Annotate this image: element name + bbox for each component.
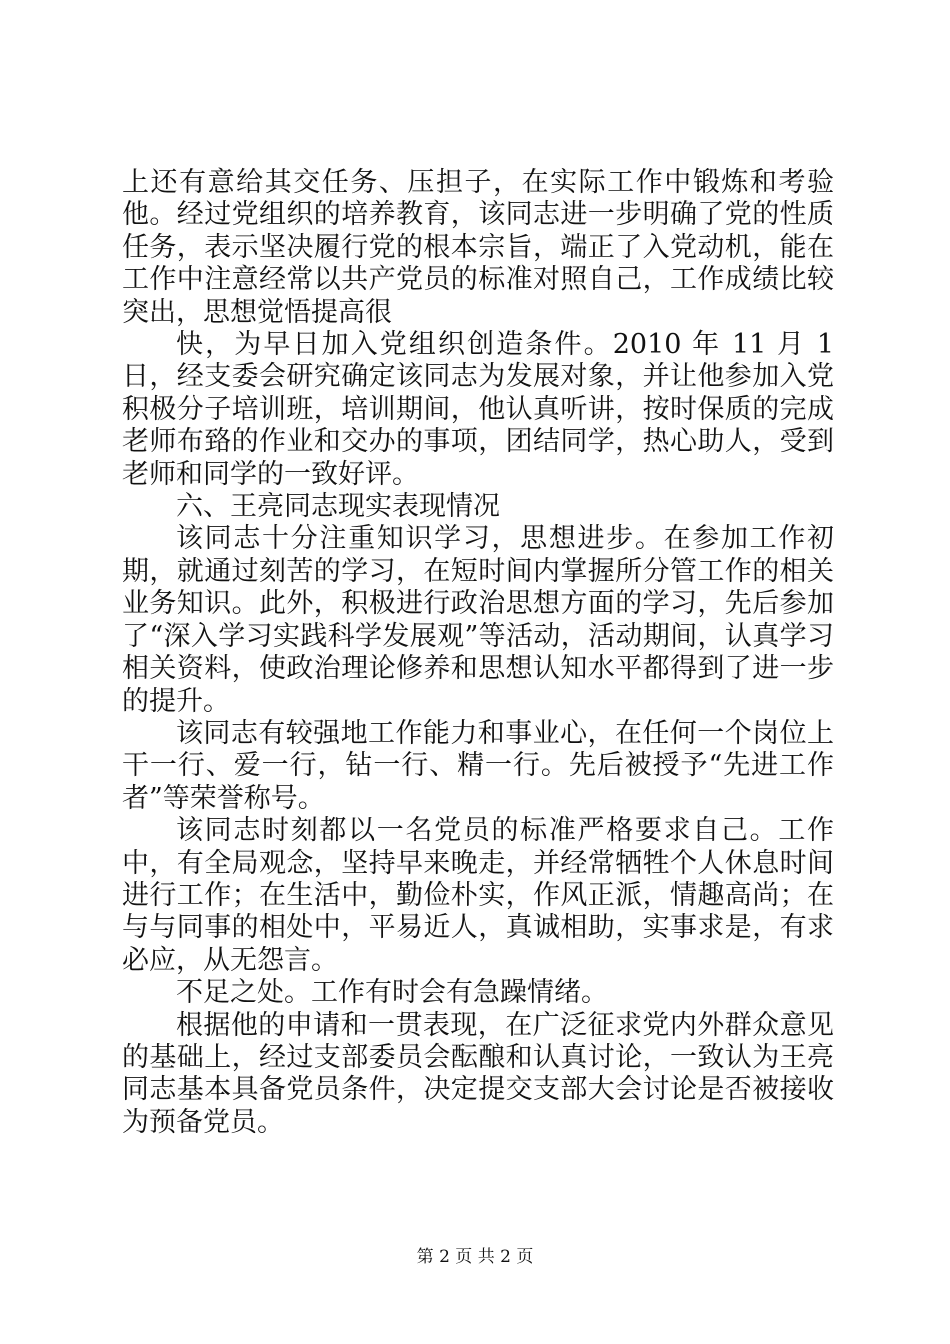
paragraph-7: 根据他的申请和一贯表现，在广泛征求党内外群众意见的基础上，经过支部委员会酝酿和认真讨论，一致认为王亮同志基本具备党员条件，决定提交支部大会讨论是否被接收为预备党员。 xyxy=(122,1009,834,1138)
section-heading: 六、王亮同志现实表现情况 xyxy=(176,491,500,523)
document-body xyxy=(122,167,834,1139)
paragraph-6: 不足之处。工作有时会有急躁情绪。 xyxy=(176,977,608,1009)
page-footer: 第 2 页 共 2 页 xyxy=(416,1247,534,1267)
paragraph-3: 该同志十分注重知识学习，思想进步。在参加工作初期，就通过刻苦的学习，在短时间内掌握所分管工作的相关业务知识。此外，积极进行政治思想方面的学习，先后参加了“深入学习实践科学发展观”等活动，活动期间，认真学习相关资料，使政治理论修养和思想认知水平都得到了进一步的提升。 xyxy=(122,523,834,717)
paragraph-5: 该同志时刻都以一名党员的标准严格要求自己。工作中，有全局观念，坚持早来晚走，并经常牺牲个人休息时间进行工作；在生活中，勤俭朴实，作风正派，情趣高尚；在与与同事的相处中，平易近人，真诚相助，实事求是，有求必应，从无怨言。 xyxy=(122,815,834,976)
paragraph-1: 上还有意给其交任务、压担子，在实际工作中锻炼和考验他。经过党组织的培养教育，该同志进一步明确了党的性质任务，表示坚决履行党的根本宗旨，端正了入党动机，能在工作中注意经常以共产党员的标准对照自己，工作成绩比较突出，思想觉悟提高很 xyxy=(122,167,834,328)
paragraph-2: 快，为早日加入党组织创造条件。2010 年 11 月 1 日，经支委会研究确定该同志为发展对象，并让他参加入党积极分子培训班，培训期间，他认真听讲，按时保质的完成老师布臵的作业和交办的事项，团结同学，热心助人，受到老师和同学的一致好评。 xyxy=(122,329,834,490)
paragraph-4: 该同志有较强地工作能力和事业心，在任何一个岗位上干一行、爱一行，钻一行、精一行。先后被授予“先进工作者”等荣誉称号。 xyxy=(122,717,834,814)
